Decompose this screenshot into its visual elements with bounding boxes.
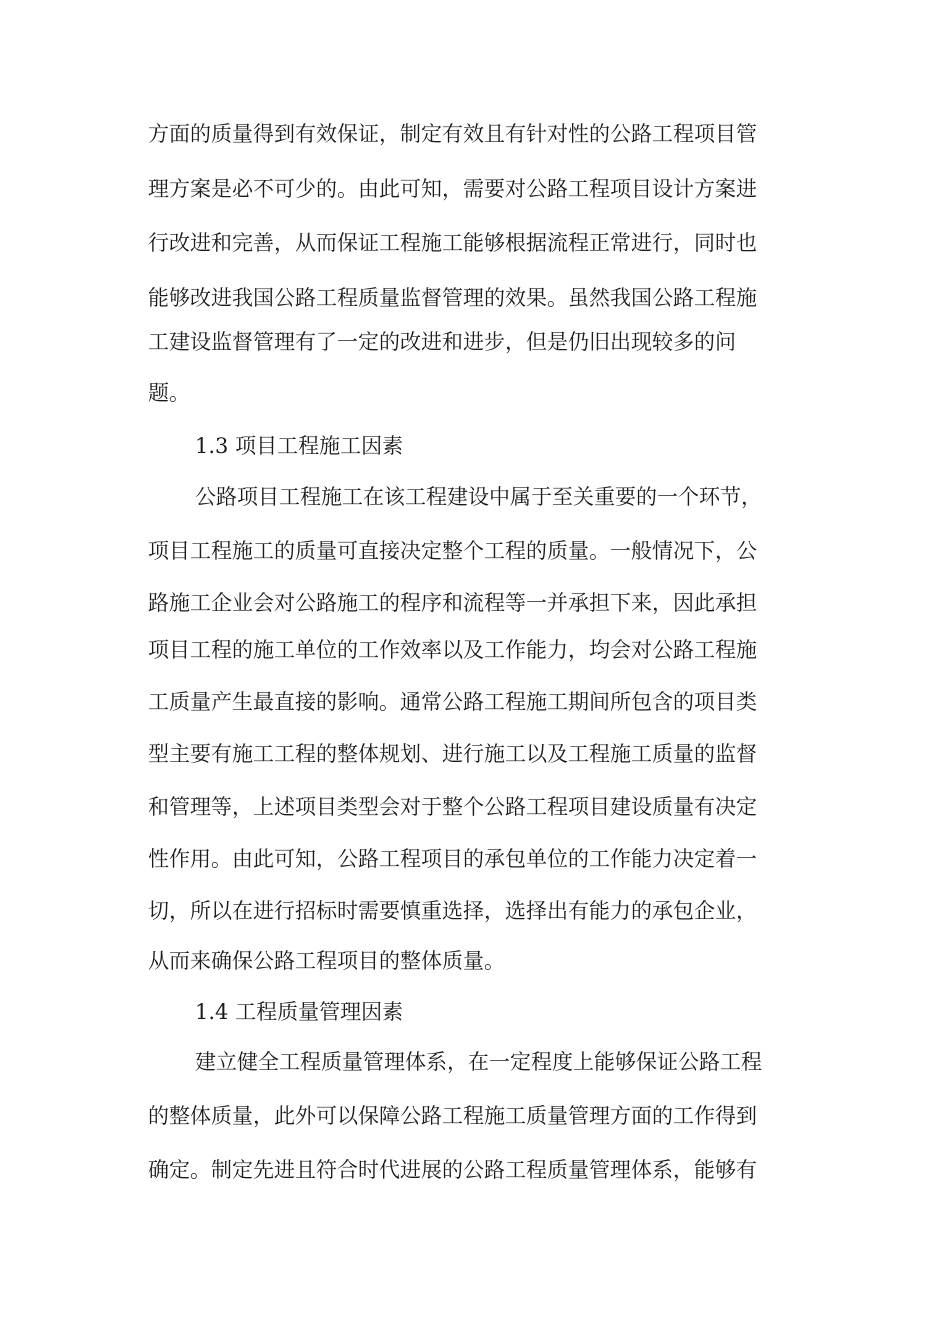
paragraph-line: 公路项目工程施工在该工程建设中属于至关重要的一个环节， (195, 485, 762, 509)
paragraph-line: 路施工企业会对公路施工的程序和流程等一并承担下来，因此承担 (148, 591, 757, 615)
paragraph-line: 性作用。由此可知，公路工程项目的承包单位的工作能力决定着一 (148, 847, 757, 871)
paragraph-line: 工建设监督管理有了一定的改进和进步，但是仍旧出现较多的问 (148, 330, 736, 354)
paragraph-line: 确定。制定先进且符合时代进展的公路工程质量管理体系，能够有 (148, 1158, 757, 1182)
paragraph-line: 理方案是必不可少的。由此可知，需要对公路工程项目设计方案进 (148, 177, 757, 201)
section-heading-1-4: 1.4 工程质量管理因素 (195, 1000, 404, 1024)
paragraph-line: 能够改进我国公路工程质量监督管理的效果。虽然我国公路工程施 (148, 286, 757, 310)
paragraph-line: 建立健全工程质量管理体系，在一定程度上能够保证公路工程 (195, 1050, 762, 1074)
paragraph-line: 工质量产生最直接的影响。通常公路工程施工期间所包含的项目类 (148, 690, 757, 714)
paragraph-line: 方面的质量得到有效保证，制定有效且有针对性的公路工程项目管 (148, 122, 757, 146)
paragraph-line: 行改进和完善，从而保证工程施工能够根据流程正常进行，同时也 (148, 231, 757, 255)
paragraph-line: 切，所以在进行招标时需要慎重选择，选择出有能力的承包企业， (148, 899, 757, 923)
paragraph-line: 从而来确保公路工程项目的整体质量。 (148, 949, 505, 973)
paragraph-line: 型主要有施工工程的整体规划、进行施工以及工程施工质量的监督 (148, 742, 757, 766)
paragraph-line: 项目工程的施工单位的工作效率以及工作能力，均会对公路工程施 (148, 638, 757, 662)
paragraph-line: 项目工程施工的质量可直接决定整个工程的质量。一般情况下，公 (148, 539, 757, 563)
paragraph-line: 和管理等，上述项目类型会对于整个公路工程项目建设质量有决定 (148, 795, 757, 819)
paragraph-line: 题。 (148, 381, 190, 405)
paragraph-line: 的整体质量，此外可以保障公路工程施工质量管理方面的工作得到 (148, 1104, 757, 1128)
section-heading-1-3: 1.3 项目工程施工因素 (195, 434, 404, 458)
